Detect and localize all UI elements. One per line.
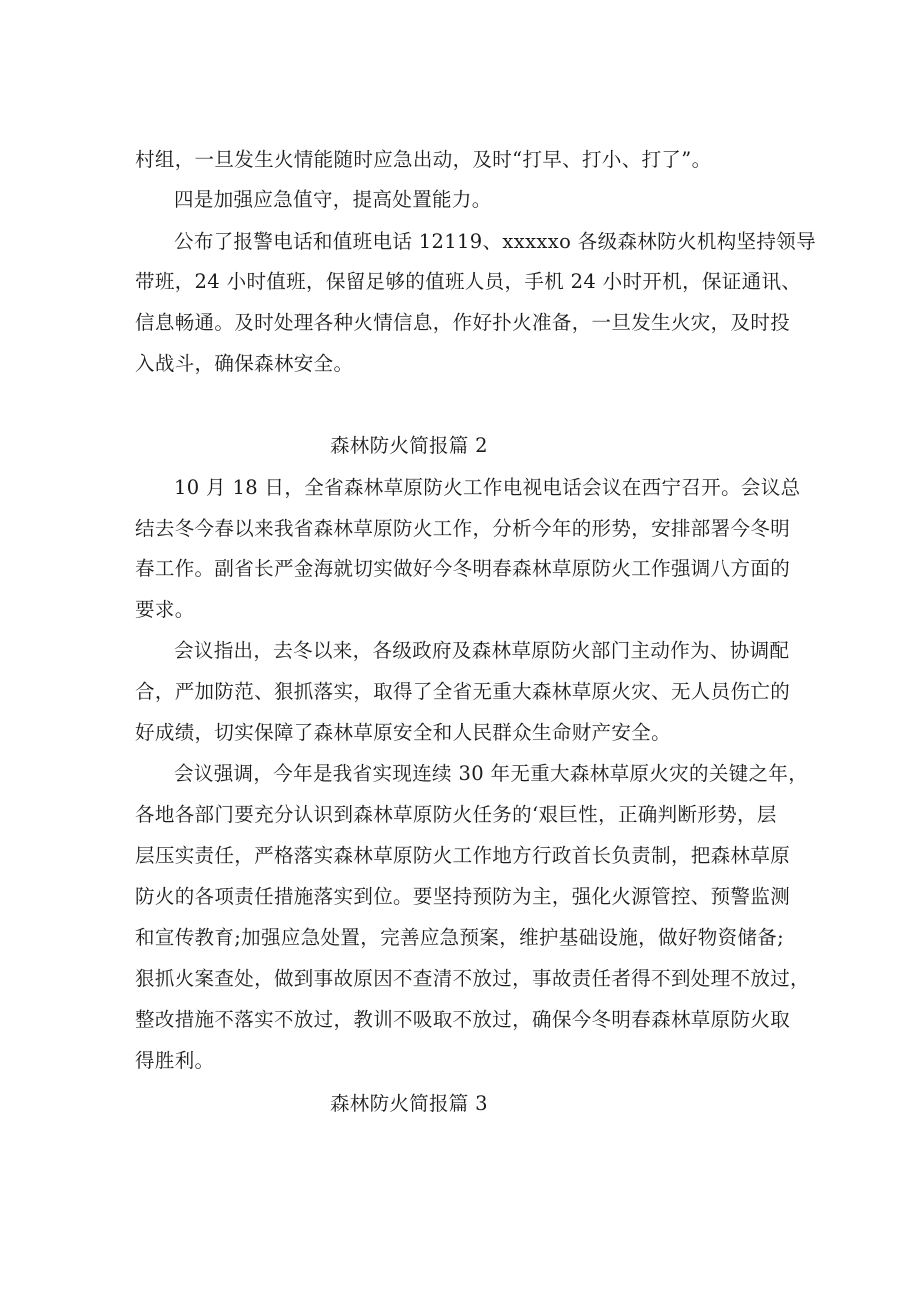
text-line: 合，严加防范、狠抓落实，取得了全省无重大森林草原火灾、无人员伤亡的 [135,680,791,703]
text-line: 四是加强应急值守，提高处置能力。 [174,188,492,211]
text-line: 层压实责任，严格落实森林草原防火工作地方行政首长负责制，把森林草原 [135,844,791,867]
text-line: 会议强调，今年是我省实现连续 30 年无重大森林草原火灾的关键之年， [174,762,809,785]
text-line: 10 月 18 日，全省森林草原防火工作电视电话会议在西宁召开。会议总 [174,476,801,499]
text-line: 春工作。副省长严金海就切实做好今冬明春森林草原防火工作强调八方面的 [135,557,791,580]
text-line: 整改措施不落实不放过，教训不吸取不放过，确保今冬明春森林草原防火取 [135,1008,791,1031]
text-line: 得胜利。 [135,1049,215,1072]
text-line: 狠抓火案查处，做到事故原因不查清不放过，事故责任者得不到处理不放过， [135,967,810,990]
text-line: 公布了报警电话和值班电话 12119、xxxxxo 各级森林防火机构坚持领导 [174,230,816,253]
text-line: 带班，24 小时值班，保留足够的值班人员，手机 24 小时开机，保证通讯、 [135,270,802,293]
text-line: 村组，一旦发生火情能随时应急出动，及时“打早、打小、打了”。 [135,148,712,171]
text-line: 结去冬今春以来我省森林草原防火工作，分析今年的形势，安排部署今冬明 [135,517,791,540]
text-line: 信息畅通。及时处理各种火情信息，作好扑火准备，一旦发生火灾，及时投 [135,311,791,334]
text-line: 各地各部门要充分认识到森林草原防火任务的‘艰巨性，正确判断形势，层 [135,803,777,826]
text-line: 要求。 [135,598,195,621]
text-line: 防火的各项责任措施落实到位。要坚持预防为主，强化火源管控、预警监测 [135,885,791,908]
text-line: 会议指出，去冬以来，各级政府及森林草原防火部门主动作为、协调配 [174,639,790,662]
text-line: 入战斗，确保森林安全。 [135,352,354,375]
section-heading: 森林防火简报篇 3 [330,1092,488,1115]
text-line: 和宣传教育;加强应急处置，完善应急预案，维护基础设施，做好物资储备; [135,926,785,949]
section-heading: 森林防火简报篇 2 [330,434,488,457]
text-line: 好成绩，切实保障了森林草原安全和人民群众生命财产安全。 [135,721,671,744]
